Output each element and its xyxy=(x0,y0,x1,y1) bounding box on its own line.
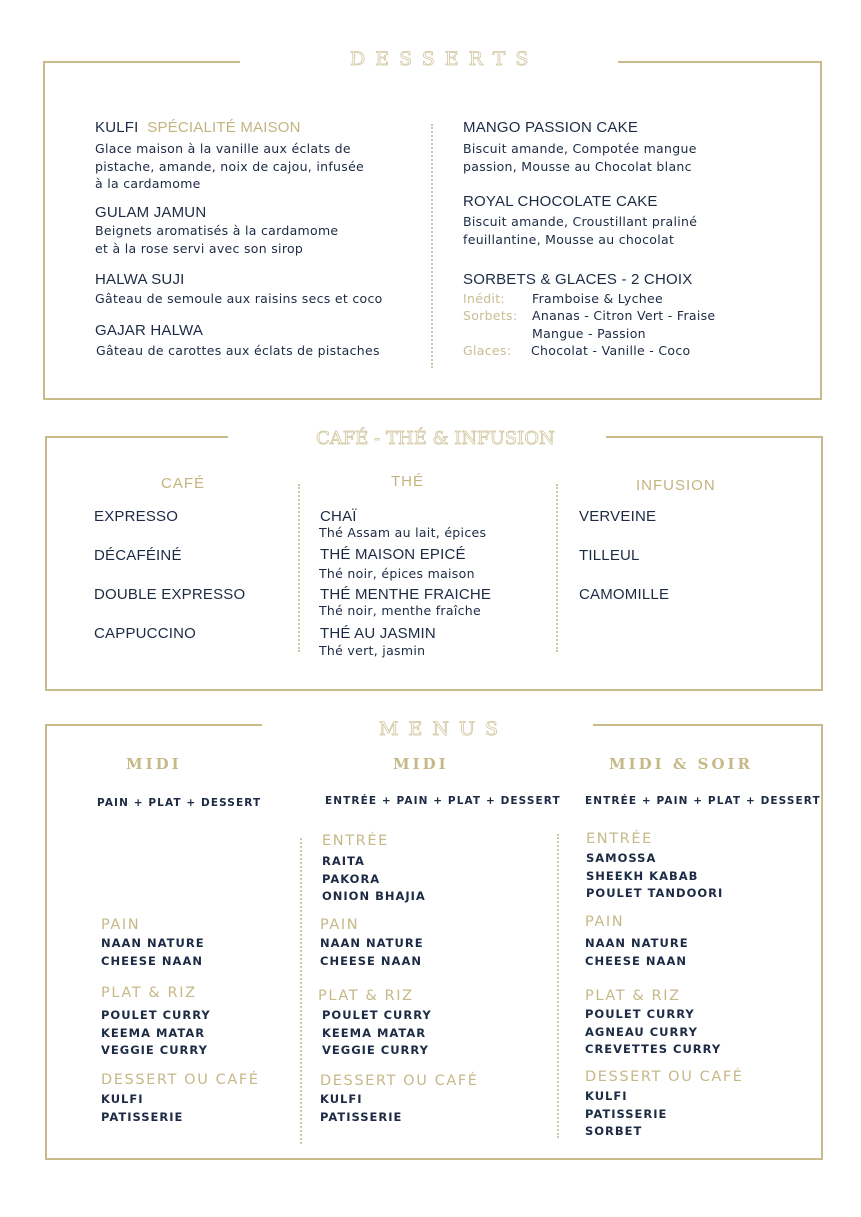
sorbets-value: Chocolat - Vanille - Coco xyxy=(531,343,691,358)
menu-category: PLAT & RIZ xyxy=(585,988,681,1004)
the-heading: THÉ xyxy=(391,473,424,490)
menu-category: PAIN xyxy=(320,917,360,933)
sorbets-label: Sorbets: xyxy=(463,308,518,323)
menu-items: KULFI PATISSERIE xyxy=(101,1092,184,1124)
sorbets-value: Mangue - Passion xyxy=(532,326,646,341)
the-item: THÉ AU JASMIN xyxy=(320,625,436,642)
dessert-name: GULAM JAMUN xyxy=(95,204,207,221)
the-desc: Thé vert, jasmin xyxy=(319,643,426,658)
menus-title: MENUS xyxy=(379,718,508,740)
dessert-desc: Biscuit amande, Compotée mangue passion, Mousse au Chocolat blanc xyxy=(463,141,697,174)
menu-items: RAITA PAKORA ONION BHAJIA xyxy=(322,854,426,903)
menu-category: DESSERT OU CAFÉ xyxy=(320,1073,479,1089)
the-item: THÉ MAISON EPICÉ xyxy=(320,546,466,563)
menu-category: PAIN xyxy=(585,914,625,930)
menu-heading: MIDI xyxy=(393,755,449,773)
menu-items: NAAN NATURE CHEESE NAAN xyxy=(101,936,205,968)
menu-items: KULFI PATISSERIE xyxy=(320,1092,403,1124)
dessert-name: GAJAR HALWA xyxy=(95,322,204,339)
dessert-desc: Gâteau de semoule aux raisins secs et coco xyxy=(95,291,383,306)
dessert-name: ROYAL CHOCOLATE CAKE xyxy=(463,193,658,210)
dessert-name: MANGO PASSION CAKE xyxy=(463,119,639,136)
menu-category: PLAT & RIZ xyxy=(318,988,414,1004)
menu-heading: MIDI xyxy=(126,755,182,773)
menu-items: POULET CURRY KEEMA MATAR VEGGIE CURRY xyxy=(101,1008,211,1057)
sorbets-value: Ananas - Citron Vert - Fraise xyxy=(532,308,716,323)
cafe-item: EXPRESSO xyxy=(94,508,179,525)
menu-formula: PAIN + PLAT + DESSERT xyxy=(97,797,262,809)
menu-category: PLAT & RIZ xyxy=(101,985,197,1001)
infusion-item: VERVEINE xyxy=(579,508,657,525)
the-desc: Thé Assam au lait, épices xyxy=(319,525,487,540)
menu-category: ENTRÉE xyxy=(322,833,389,849)
menu-items: NAAN NATURE CHEESE NAAN xyxy=(585,936,689,968)
menu-items: POULET CURRY KEEMA MATAR VEGGIE CURRY xyxy=(322,1008,432,1057)
dessert-desc: Gâteau de carottes aux éclats de pistaches xyxy=(96,343,380,358)
dessert-desc: Biscuit amande, Croustillant praliné feuillantine, Mousse au chocolat xyxy=(463,214,698,247)
infusion-item: CAMOMILLE xyxy=(579,586,670,603)
menu-category: ENTRÉE xyxy=(586,831,653,847)
cafe-item: DÉCAFÉINÉ xyxy=(94,547,182,564)
the-desc: Thé noir, menthe fraîche xyxy=(319,603,481,618)
the-desc: Thé noir, épices maison xyxy=(319,566,475,581)
the-item: CHAÏ xyxy=(320,508,357,525)
specialite-badge: SPÉCIALITÉ MAISON xyxy=(147,119,301,136)
desserts-title: DESSERTS xyxy=(350,48,539,70)
menu-items: NAAN NATURE CHEESE NAAN xyxy=(320,936,424,968)
dessert-name: KULFI SPÉCIALITÉ MAISON xyxy=(95,119,301,136)
menu-formula: ENTRÉE + PAIN + PLAT + DESSERT xyxy=(585,795,821,807)
menus-divider-2 xyxy=(557,834,559,1138)
sorbets-name: SORBETS & GLACES - 2 CHOIX xyxy=(463,271,693,288)
cafe-item: DOUBLE EXPRESSO xyxy=(94,586,246,603)
infusion-heading: INFUSION xyxy=(636,477,716,494)
boissons-divider-1 xyxy=(298,484,300,652)
menu-items: KULFI PATISSERIE SORBET xyxy=(585,1089,668,1138)
dessert-desc: Beignets aromatisés à la cardamome et à la rose servi avec son sirop xyxy=(95,223,339,256)
boissons-title: CAFÉ - THÉ & INFUSION xyxy=(316,428,555,449)
dessert-desc: Glace maison à la vanille aux éclats de pistache, amande, noix de cajou, infusée à la cardamome xyxy=(95,141,365,191)
sorbets-label: Glaces: xyxy=(463,343,512,358)
menus-divider-1 xyxy=(300,838,302,1144)
boissons-divider-2 xyxy=(556,484,558,652)
menu-items: SAMOSSA SHEEKH KABAB POULET TANDOORI xyxy=(586,851,724,900)
menu-items: POULET CURRY AGNEAU CURRY CREVETTES CURRY xyxy=(585,1007,722,1056)
sorbets-label: Inédit: xyxy=(463,291,505,306)
desserts-divider xyxy=(431,124,433,368)
menu-heading: MIDI & SOIR xyxy=(609,755,754,773)
menu-category: DESSERT OU CAFÉ xyxy=(585,1069,744,1085)
dessert-name: HALWA SUJI xyxy=(95,271,185,288)
cafe-item: CAPPUCCINO xyxy=(94,625,197,642)
menu-category: DESSERT OU CAFÉ xyxy=(101,1072,260,1088)
menu-category: PAIN xyxy=(101,917,141,933)
menu-formula: ENTRÉE + PAIN + PLAT + DESSERT xyxy=(325,795,561,807)
the-item: THÉ MENTHE FRAICHE xyxy=(320,586,492,603)
cafe-heading: CAFÉ xyxy=(161,475,206,492)
sorbets-value: Framboise & Lychee xyxy=(532,291,663,306)
infusion-item: TILLEUL xyxy=(579,547,640,564)
